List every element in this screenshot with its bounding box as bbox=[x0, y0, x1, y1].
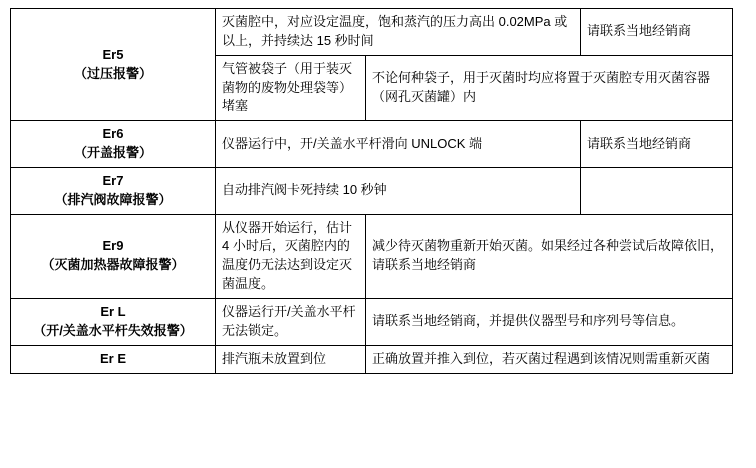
error-action-cell: 不论何种袋子，用于灭菌时均应将置于灭菌腔专用灭菌容器（网孔灭菌罐）内 bbox=[366, 55, 733, 121]
table-row bbox=[11, 345, 733, 373]
error-description-cell: 从仪器开始运行，估计 4 小时后，灭菌腔内的温度仍无法达到设定灭菌温度。 bbox=[216, 214, 366, 298]
error-code-cell bbox=[11, 214, 216, 298]
table-row bbox=[11, 298, 733, 345]
error-description-cell: 气管被袋子（用于装灭菌物的废物处理袋等）堵塞 bbox=[216, 55, 366, 121]
table-row bbox=[11, 167, 733, 214]
table-row bbox=[11, 214, 733, 298]
error-action-cell: 减少待灭菌物重新开始灭菌。如果经过各种尝试后故障依旧，请联系当地经销商 bbox=[366, 214, 733, 298]
error-code-main: Er6 bbox=[102, 126, 124, 142]
error-description-cell: 仪器运行开/关盖水平杆无法锁定。 bbox=[216, 298, 366, 345]
error-code-sub: （灭菌加热器故障报警） bbox=[41, 257, 185, 273]
table-row bbox=[11, 121, 733, 168]
error-description-cell: 仪器运行中，开/关盖水平杆滑向 UNLOCK 端 bbox=[216, 121, 581, 168]
table-row bbox=[11, 9, 733, 56]
error-code-cell bbox=[11, 9, 216, 121]
error-code-cell bbox=[11, 121, 216, 168]
error-description-cell: 排汽瓶未放置到位 bbox=[216, 345, 366, 373]
error-action-cell: 正确放置并推入到位，若灭菌过程遇到该情况则需重新灭菌 bbox=[366, 345, 733, 373]
error-code-cell bbox=[11, 298, 216, 345]
error-action-cell: 请联系当地经销商 bbox=[581, 121, 733, 168]
error-code-main: Er E bbox=[99, 350, 126, 366]
error-description-cell: 自动排汽阀卡死持续 10 秒钟 bbox=[216, 167, 581, 214]
error-code-main: Er9 bbox=[102, 238, 124, 254]
error-code-main: Er L bbox=[100, 303, 126, 319]
error-code-main: Er7 bbox=[102, 172, 124, 188]
error-code-sub: （开盖报警） bbox=[73, 145, 152, 161]
error-code-main: Er5 bbox=[102, 46, 124, 62]
error-code-sub: （排汽阀故障报警） bbox=[54, 191, 172, 207]
error-code-cell bbox=[11, 345, 216, 373]
error-code-table bbox=[10, 8, 733, 374]
document-page bbox=[0, 8, 756, 468]
error-action-cell bbox=[581, 167, 733, 214]
error-code-cell bbox=[11, 167, 216, 214]
error-description-cell: 灭菌腔中，对应设定温度，饱和蒸汽的压力高出 0.02MPa 或以上，并持续达 15 秒时间 bbox=[216, 9, 581, 56]
error-action-cell: 请联系当地经销商 bbox=[581, 9, 733, 56]
error-action-cell: 请联系当地经销商，并提供仪器型号和序列号等信息。 bbox=[366, 298, 733, 345]
error-code-sub: （过压报警） bbox=[73, 65, 152, 81]
error-code-sub: （开/关盖水平杆失效报警） bbox=[33, 322, 193, 338]
